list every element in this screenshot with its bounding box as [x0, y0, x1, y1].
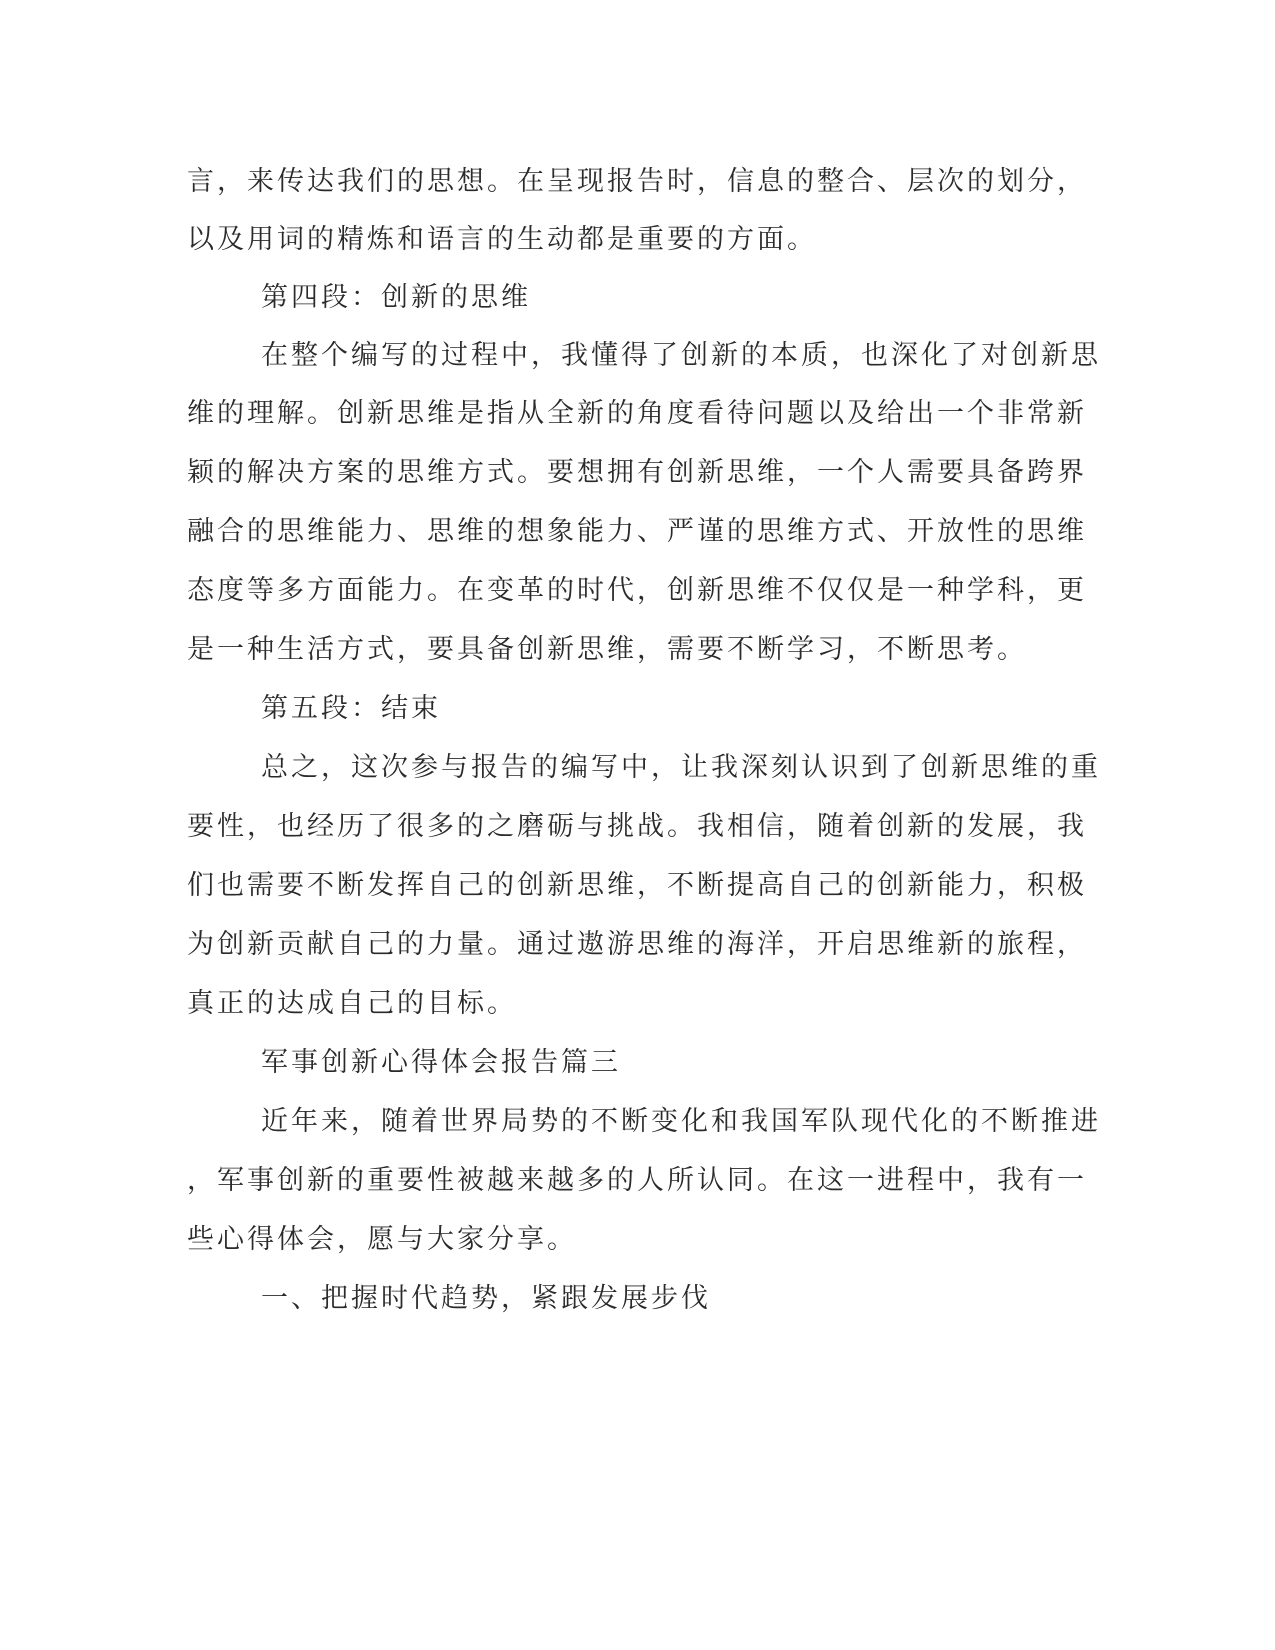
- paragraph-first-line: 在整个编写的过程中，我懂得了创新的本质，也深化了对创新思: [261, 340, 1101, 371]
- text-line: 维的理解。创新思维是指从全新的角度看待问题以及给出一个非常新: [187, 398, 1087, 429]
- text-line: 以及用词的精炼和语言的生动都是重要的方面。: [187, 224, 817, 255]
- text-line: 要性，也经历了很多的之磨砺与挑战。我相信，随着创新的发展，我: [187, 811, 1087, 842]
- text-line: 融合的思维能力、思维的想象能力、严谨的思维方式、开放性的思维: [187, 516, 1087, 547]
- section-heading: 军事创新心得体会报告篇三: [261, 1047, 621, 1078]
- section-heading: 第五段：结束: [261, 693, 441, 724]
- paragraph-first-line: 总之，这次参与报告的编写中，让我深刻认识到了创新思维的重: [261, 752, 1101, 783]
- text-line: 些心得体会，愿与大家分享。: [187, 1224, 577, 1255]
- text-line: 是一种生活方式，要具备创新思维，需要不断学习，不断思考。: [187, 634, 1027, 665]
- text-line: 颖的解决方案的思维方式。要想拥有创新思维，一个人需要具备跨界: [187, 457, 1087, 488]
- text-line: 态度等多方面能力。在变革的时代，创新思维不仅仅是一种学科，更: [187, 575, 1087, 606]
- section-heading: 第四段：创新的思维: [261, 282, 531, 313]
- text-line: 为创新贡献自己的力量。通过遨游思维的海洋，开启思维新的旅程，: [187, 929, 1087, 960]
- text-line: 言，来传达我们的思想。在呈现报告时，信息的整合、层次的划分，: [187, 166, 1087, 197]
- paragraph-first-line: 近年来，随着世界局势的不断变化和我国军队现代化的不断推进: [261, 1106, 1101, 1137]
- section-heading: 一、把握时代趋势，紧跟发展步伐: [261, 1283, 711, 1314]
- text-line: 们也需要不断发挥自己的创新思维，不断提高自己的创新能力，积极: [187, 870, 1087, 901]
- text-line: 真正的达成自己的目标。: [187, 988, 517, 1019]
- text-line: ，军事创新的重要性被越来越多的人所认同。在这一进程中，我有一: [187, 1165, 1087, 1196]
